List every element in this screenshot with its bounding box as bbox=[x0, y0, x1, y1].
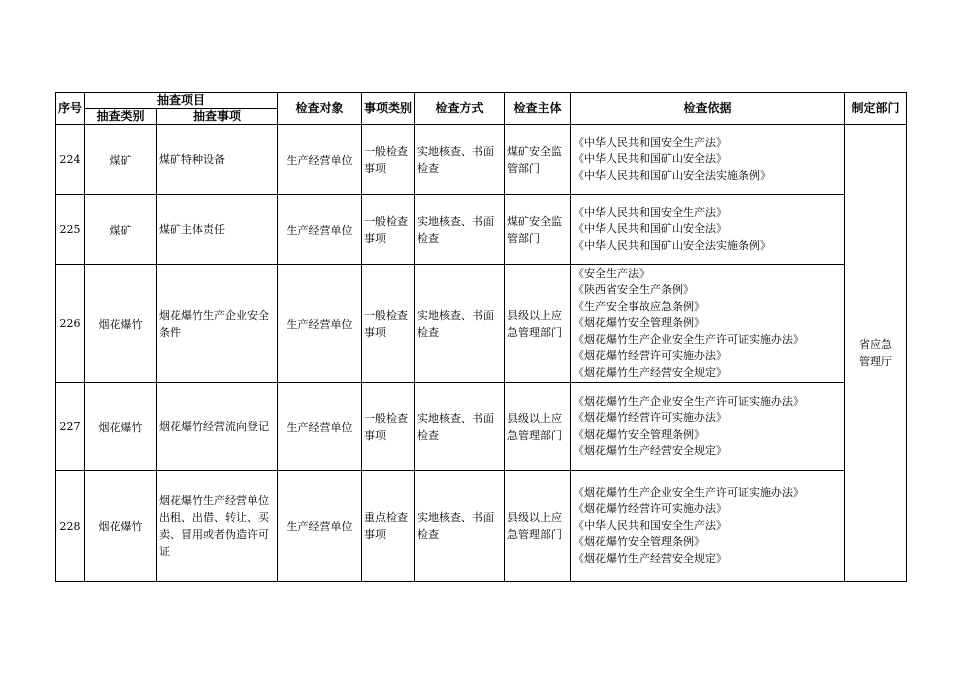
basis-line: 《烟花爆竹安全管理条例》 bbox=[573, 316, 706, 330]
row-item-type: 重点检查事项 bbox=[362, 471, 415, 582]
row-category: 煤矿 bbox=[85, 125, 157, 195]
row-basis bbox=[571, 125, 845, 195]
table-row bbox=[56, 471, 907, 582]
header-project: 抽查项目 bbox=[85, 93, 278, 109]
header-object: 检查对象 bbox=[278, 93, 362, 125]
row-object: 生产经营单位 bbox=[278, 125, 362, 195]
header-subject: 检查主体 bbox=[505, 93, 571, 125]
row-item-type: 一般检查事项 bbox=[362, 265, 415, 383]
basis-line: 《烟花爆竹生产经营安全规定》 bbox=[573, 551, 728, 565]
basis-line: 《中华人民共和国矿山安全法》 bbox=[573, 222, 728, 236]
row-method: 实地核查、书面检查 bbox=[415, 471, 505, 582]
basis-line: 《中华人民共和国安全生产法》 bbox=[573, 135, 728, 149]
row-no: 226 bbox=[56, 265, 85, 383]
header-basis: 检查依据 bbox=[571, 93, 845, 125]
basis-line: 《烟花爆竹经营许可实施办法》 bbox=[573, 502, 728, 516]
row-item: 烟花爆竹经营流向登记 bbox=[157, 383, 278, 471]
row-item: 烟花爆竹生产企业安全条件 bbox=[157, 265, 278, 383]
basis-line: 《烟花爆竹生产经营安全规定》 bbox=[573, 365, 728, 379]
row-item: 烟花爆竹生产经营单位出租、出借、转让、买卖、冒用或者伪造许可证 bbox=[157, 471, 278, 582]
basis-line: 《陕西省安全生产条例》 bbox=[573, 283, 695, 297]
basis-line: 《烟花爆竹生产企业安全生产许可证实施办法》 bbox=[573, 485, 805, 499]
row-no: 228 bbox=[56, 471, 85, 582]
basis-line: 《烟花爆竹生产企业安全生产许可证实施办法》 bbox=[573, 332, 805, 346]
row-no: 224 bbox=[56, 125, 85, 195]
row-category: 烟花爆竹 bbox=[85, 265, 157, 383]
row-object: 生产经营单位 bbox=[278, 265, 362, 383]
row-category: 煤矿 bbox=[85, 195, 157, 265]
row-subject: 县级以上应急管理部门 bbox=[505, 383, 571, 471]
row-object: 生产经营单位 bbox=[278, 471, 362, 582]
header-item-type: 事项类别 bbox=[362, 93, 415, 125]
table-row bbox=[56, 195, 907, 265]
row-no: 227 bbox=[56, 383, 85, 471]
basis-line: 《烟花爆竹经营许可实施办法》 bbox=[573, 349, 728, 363]
header-category: 抽查类别 bbox=[85, 109, 157, 125]
row-basis bbox=[571, 195, 845, 265]
header-item: 抽查事项 bbox=[157, 109, 278, 125]
row-category: 烟花爆竹 bbox=[85, 471, 157, 582]
row-item-type: 一般检查事项 bbox=[362, 125, 415, 195]
row-subject: 县级以上应急管理部门 bbox=[505, 471, 571, 582]
row-item: 煤矿主体责任 bbox=[157, 195, 278, 265]
row-object: 生产经营单位 bbox=[278, 383, 362, 471]
row-subject: 煤矿安全监管部门 bbox=[505, 195, 571, 265]
table-row bbox=[56, 125, 907, 195]
header-seq: 序号 bbox=[56, 93, 85, 125]
row-basis bbox=[571, 265, 845, 383]
row-method: 实地核查、书面检查 bbox=[415, 265, 505, 383]
basis-line: 《烟花爆竹生产企业安全生产许可证实施办法》 bbox=[573, 394, 805, 408]
basis-line: 《中华人民共和国矿山安全法实施条例》 bbox=[573, 238, 772, 252]
dept-cell: 省应急管理厅 bbox=[845, 125, 907, 582]
row-item-type: 一般检查事项 bbox=[362, 383, 415, 471]
row-item-type: 一般检查事项 bbox=[362, 195, 415, 265]
row-subject: 煤矿安全监管部门 bbox=[505, 125, 571, 195]
table-row bbox=[56, 383, 907, 471]
table-row bbox=[56, 265, 907, 383]
basis-line: 《安全生产法》 bbox=[573, 267, 651, 281]
inspection-table bbox=[55, 92, 907, 582]
row-object: 生产经营单位 bbox=[278, 195, 362, 265]
basis-line: 《烟花爆竹安全管理条例》 bbox=[573, 427, 706, 441]
header-dept: 制定部门 bbox=[845, 93, 907, 125]
row-no: 225 bbox=[56, 195, 85, 265]
row-basis bbox=[571, 471, 845, 582]
basis-line: 《中华人民共和国矿山安全法实施条例》 bbox=[573, 168, 772, 182]
row-category: 烟花爆竹 bbox=[85, 383, 157, 471]
basis-line: 《中华人民共和国安全生产法》 bbox=[573, 518, 728, 532]
row-basis bbox=[571, 383, 845, 471]
row-item: 煤矿特种设备 bbox=[157, 125, 278, 195]
row-method: 实地核查、书面检查 bbox=[415, 383, 505, 471]
header-method: 检查方式 bbox=[415, 93, 505, 125]
row-subject: 县级以上应急管理部门 bbox=[505, 265, 571, 383]
basis-line: 《烟花爆竹生产经营安全规定》 bbox=[573, 443, 728, 457]
basis-line: 《生产安全事故应急条例》 bbox=[573, 299, 706, 313]
basis-line: 《中华人民共和国安全生产法》 bbox=[573, 205, 728, 219]
basis-line: 《烟花爆竹经营许可实施办法》 bbox=[573, 411, 728, 425]
basis-line: 《中华人民共和国矿山安全法》 bbox=[573, 152, 728, 166]
basis-line: 《烟花爆竹安全管理条例》 bbox=[573, 535, 706, 549]
row-method: 实地核查、书面检查 bbox=[415, 195, 505, 265]
row-method: 实地核查、书面检查 bbox=[415, 125, 505, 195]
